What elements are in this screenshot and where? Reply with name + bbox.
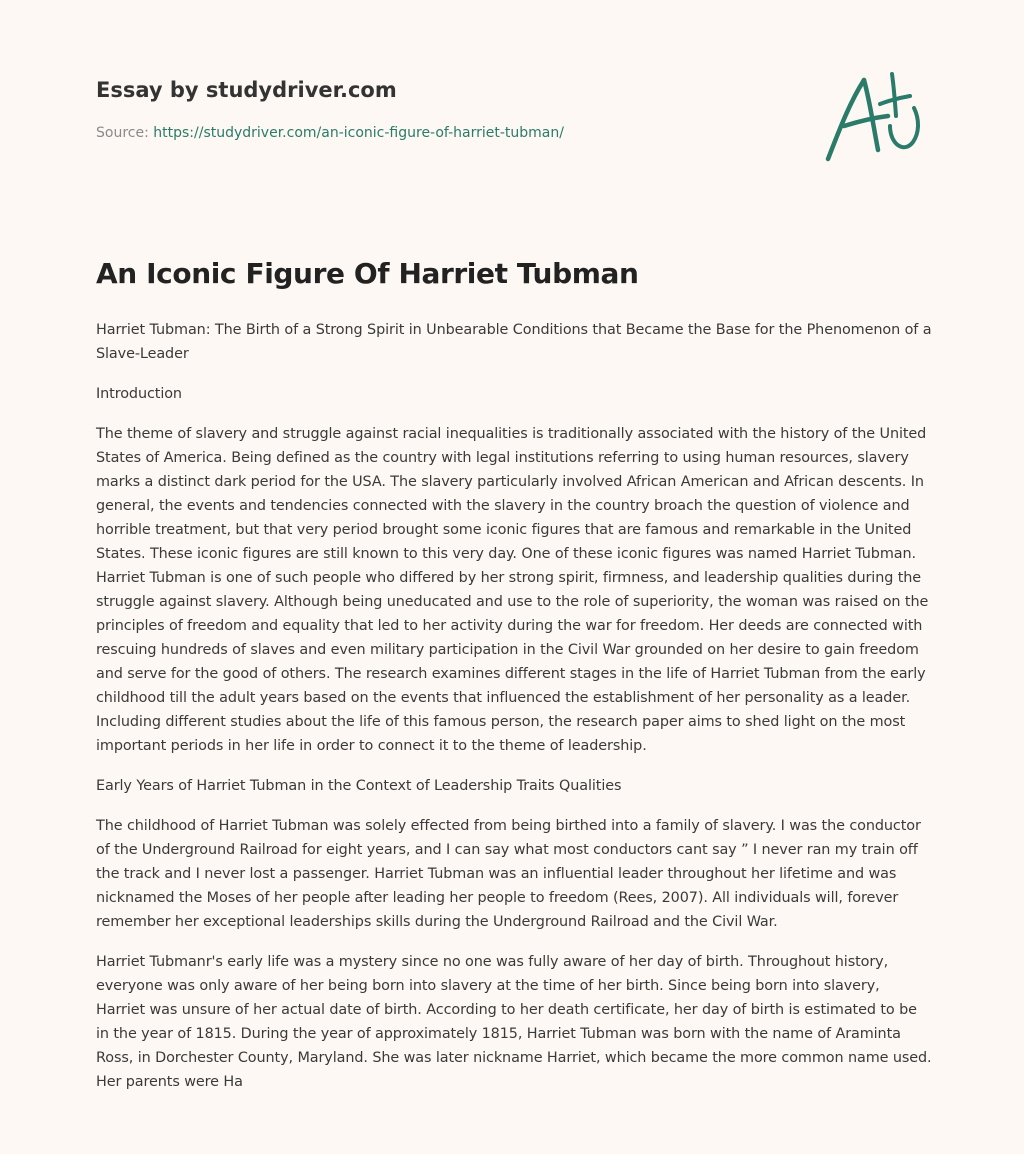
brand-title: Essay by studydriver.com — [96, 78, 397, 102]
essay-header — [96, 76, 696, 142]
source-link[interactable]: https://studydriver.com/an-iconic-figure-of-harriet-tubman/ — [153, 125, 564, 141]
essay-paragraph: Harriet Tubman: The Birth of a Strong Spirit in Unbearable Conditions that Became the Base for the Phenomenon of a Slave-Leader — [96, 322, 932, 362]
essay-paragraph: Early Years of Harriet Tubman in the Context of Leadership Traits Qualities — [96, 778, 622, 794]
essay-title: An Iconic Figure Of Harriet Tubman — [96, 257, 639, 290]
essay-paragraph: Introduction — [96, 386, 182, 402]
essay-paragraph: The childhood of Harriet Tubman was solely effected from being birthed into a family of slavery. I was the conductor of the Underground Railroad for eight years, and I can say what most conductors cant say ” I never ran my train off the track and I never lost a passenger. Harriet Tubman was an influential leader throughout her lifetime and was nicknamed the Moses of her people after leading her people to freedom (Rees, 2007). All individuals will, forever remember her exceptional leaderships skills during the Underground Railroad and the Civil War. — [96, 818, 921, 930]
a-plus-logo-icon — [818, 66, 930, 166]
essay-body — [96, 252, 932, 1110]
source-label: Source: — [96, 125, 154, 141]
source-line — [96, 124, 696, 142]
essay-paragraph: The theme of slavery and struggle against racial inequalities is traditionally associated with the history of the United States of America. Being defined as the country with legal institutions referring to using human resources, slavery marks a distinct dark period for the USA. The slavery particularly involved African American and African descents. In general, the events and tendencies connected with the slavery in the country broach the question of violence and horrible treatment, but that very period brought some iconic figures that are famous and remarkable in the United States. These iconic figures are still known to this very day. One of these iconic figures was named Harriet Tubman. Harriet Tubman is one of such people who differed by her strong spirit, firmness, and leadership qualities during the struggle against slavery. Although being uneducated and use to the role of superiority, the woman was raised on the principles of freedom and equality that led to her activity during the war for freedom. Her deeds are connected with rescuing hundreds of slaves and even military participation in the Civil War grounded on her desire to gain freedom and serve for the good of others. The research examines different stages in the life of Harriet Tubman from the early childhood till the adult years based on the events that influenced the establishment of her personality as a leader. Including different studies about the life of this famous person, the research paper aims to shed light on the most important periods in her life in order to connect it to the theme of leadership. — [96, 426, 929, 754]
essay-paragraph: Harriet Tubmanr's early life was a mystery since no one was fully aware of her day of birth. Throughout history, everyone was only aware of her being born into slavery at the time of her birth. Since being born into slavery, Harriet was unsure of her actual date of birth. According to her death certificate, her day of birth is estimated to be in the year of 1815. During the year of approximately 1815, Harriet Tubman was born with the name of Araminta Ross, in Dorchester County, Maryland. She was later nickname Harriet, which became the more common name used. Her parents were Ha — [96, 954, 932, 1090]
